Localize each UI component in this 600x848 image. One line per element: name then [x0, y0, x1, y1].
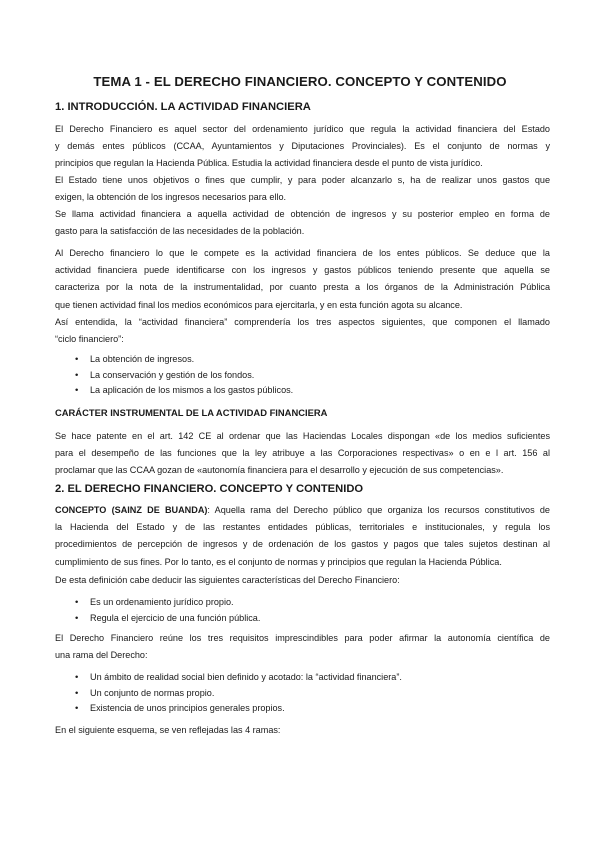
list-item-text: La conservación y gestión de los fondos.: [90, 369, 255, 380]
section-2-heading: 2. EL DERECHO FINANCIERO. CONCEPTO Y CONTENIDO: [55, 483, 364, 495]
text-line: y demás entes públicos (CCAA, Ayuntamientos y Diputaciones Provinciales). Es el conjunto de normas y: [55, 141, 550, 152]
document-title: TEMA 1 - EL DERECHO FINANCIERO. CONCEPTO Y CONTENIDO: [93, 74, 507, 89]
list-item-text: Un ámbito de realidad social bien definido y acotado: la “actividad financiera”.: [90, 672, 402, 682]
bullet-icon: •: [75, 597, 79, 608]
bullet-icon: •: [75, 703, 79, 715]
list-item-text: Un conjunto de normas propio.: [90, 687, 215, 698]
list-item: [75, 383, 535, 399]
section-2-paragraph-2: [55, 572, 550, 589]
text-line: [55, 502, 550, 519]
section-2-paragraph-3: [55, 630, 550, 664]
list-item: [75, 368, 535, 384]
list-item-text: Existencia de unos principios generales propios.: [90, 703, 285, 714]
text-line: caracteriza por la nota de la instrumentalidad, por cuanto presta a los órganos de la Administración Pública: [55, 282, 550, 293]
section-1-paragraph-3: [55, 206, 550, 240]
section-1-paragraph-2: [55, 172, 550, 206]
concept-text: : Aquella rama del Derecho público que organiza los recursos constitutivos de: [207, 505, 550, 515]
list-item-text: La aplicación de los mismos a los gastos públicos.: [90, 385, 294, 396]
concept-label: CONCEPTO (SAINZ DE BUANDA): [55, 505, 208, 515]
ciclo-financiero-list: [75, 352, 535, 399]
bullet-icon: •: [75, 687, 79, 699]
bullet-icon: •: [75, 612, 79, 624]
list-item-text: Regula el ejercicio de una función pública.: [90, 612, 261, 623]
text-line: cumplimiento de sus fines. Por lo tanto, es el conjunto de normas y principios que regulan la Hacienda Pública.: [55, 556, 502, 567]
text-line: para el desempeño de las funciones que la ley atribuye a las Corporaciones respectivas» o en e l art. 156 al: [55, 448, 550, 459]
list-item: [75, 686, 535, 702]
list-item: [75, 611, 535, 627]
bullet-icon: •: [75, 354, 79, 365]
text-line: El Derecho Financiero es aquel sector del ordenamiento jurídico que regula la actividad financiera del Estado: [55, 124, 550, 134]
bullet-icon: •: [75, 369, 79, 381]
list-item: [75, 670, 535, 686]
text-line: Se hace patente en el art. 142 CE al ordenar que las Haciendas Locales dispongan «de los medios suficientes: [55, 431, 550, 441]
list-item: [75, 352, 535, 368]
section-1-paragraph-1: [55, 121, 550, 173]
text-line: actividad financiera puede identificarse con los ingresos y gastos públicos teniendo presente que aquella se: [55, 265, 550, 276]
instrumental-subheading: CARÁCTER INSTRUMENTAL DE LA ACTIVIDAD FINANCIERA: [55, 407, 328, 418]
section-1-paragraph-4: [55, 245, 550, 314]
text-line: En el siguiente esquema, se ven reflejadas las 4 ramas:: [55, 725, 281, 735]
text-line: gasto para la satisfacción de las necesidades de la población.: [55, 226, 305, 237]
text-line: Así entendida, la “actividad financiera” comprendería los tres aspectos siguientes, que componen el llamado: [55, 317, 550, 327]
text-line: que tienen actividad final los medios económicos para ejercitarla, y en esta función agota su alcance.: [55, 299, 463, 310]
section-1-heading: 1. INTRODUCCIÓN. LA ACTIVIDAD FINANCIERA: [55, 101, 311, 113]
text-line: El Derecho Financiero reúne los tres requisitos imprescindibles para poder afirmar la autonomía científica de: [55, 633, 550, 643]
text-line: una rama del Derecho:: [55, 650, 148, 661]
text-line: exigen, la obtención de los ingresos necesarios para ello.: [55, 192, 287, 203]
text-line: Al Derecho financiero lo que le compete es la actividad financiera de los entes públicos. Se deduce que la: [55, 248, 550, 258]
text-line: principios que regulan la Hacienda Pública. Estudia la actividad financiera desde el punto de vista jurídico.: [55, 158, 483, 169]
list-item: [75, 701, 535, 717]
text-line: De esta definición cabe deducir las siguientes características del Derecho Financiero:: [55, 575, 400, 585]
text-line: Se llama actividad financiera a aquella actividad de obtención de ingresos y su posterior empleo en forma de: [55, 209, 550, 219]
bullet-icon: •: [75, 672, 79, 683]
list-item-text: Es un ordenamiento jurídico propio.: [90, 597, 234, 607]
text-line: proclamar que las CCAA gozan de «autonomía financiera para el desarrollo y ejecución de sus competencias».: [55, 465, 504, 476]
section-1-paragraph-6: [55, 428, 550, 480]
section-2-paragraph-4: [55, 722, 550, 739]
text-line: la Hacienda del Estado y de las restantes entidades públicas, territoriales e institucionales, y regula los: [55, 522, 550, 533]
text-line: El Estado tiene unos objetivos o fines que cumplir, y para poder alcanzarlo s, ha de realizar unos gastos que: [55, 175, 550, 185]
section-2-concept-paragraph: [55, 502, 550, 571]
list-item-text: La obtención de ingresos.: [90, 354, 195, 364]
text-line: procedimientos de percepción de ingresos y de ordenación de los gastos y pagos que tales sujetos destinan al: [55, 539, 550, 550]
list-item: [75, 595, 535, 611]
requirements-list: [75, 670, 535, 717]
text-line: “ciclo financiero”:: [55, 334, 124, 345]
characteristics-list: [75, 595, 535, 626]
bullet-icon: •: [75, 385, 79, 397]
section-1-paragraph-5: [55, 314, 550, 348]
